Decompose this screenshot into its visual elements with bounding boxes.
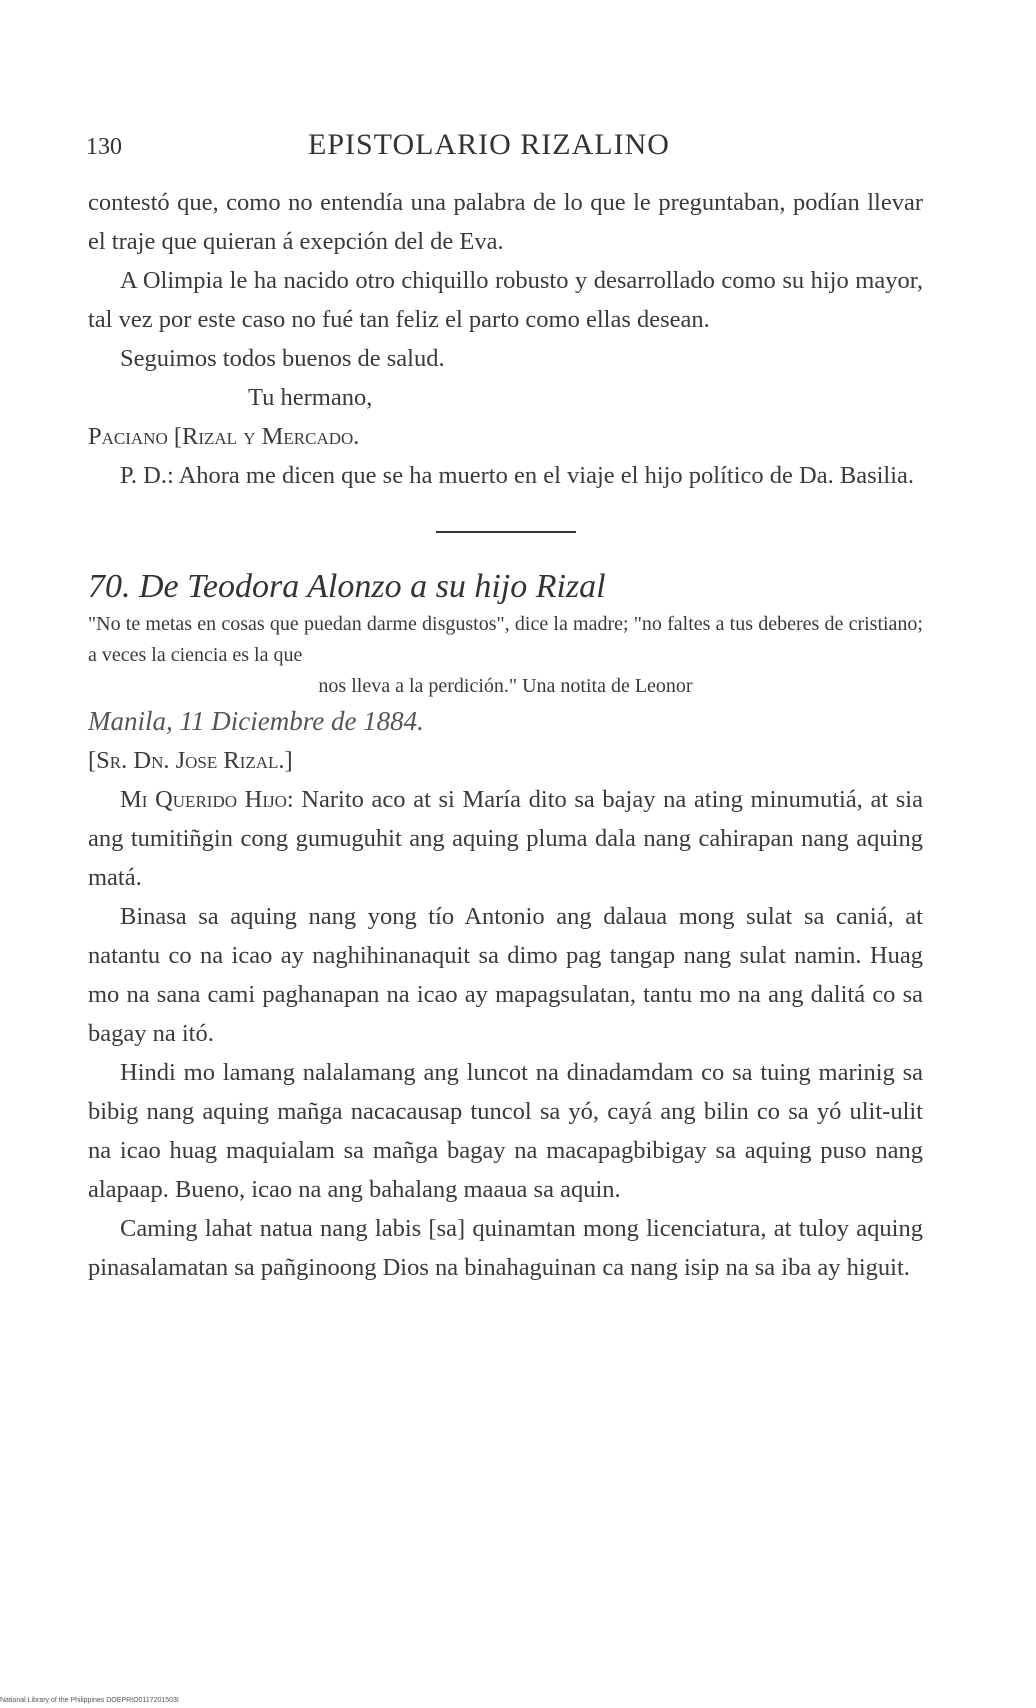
paragraph: contestó que, como no entendía una palabra de lo que le preguntaban, podían llevar el traje que quieran á exepción del de Eva.	[88, 189, 923, 255]
paragraph-text: Narito aco at si María dito sa bajay na ating minumutiá, at sia ang tumitiñgin cong gumuguhit ang aquing pluma dala nang cahirapan nang aquing matá.	[88, 786, 923, 891]
page-body	[88, 183, 923, 1287]
paragraph: Caming lahat natua nang labis [sa] quinamtan mong licenciatura, at tuloy aquing pinasalamatan sa pañginoong Dios na binahaguinan ca nang isip na sa iba ay higuit.	[88, 1215, 923, 1281]
letter-summary	[88, 609, 923, 702]
scan-credit: National Library of the Philippines DOEPRIO0117201503I	[0, 1697, 179, 1704]
letter-title: 70. De Teodora Alonzo a su hijo Rizal	[88, 568, 606, 605]
postscript-text: Ahora me dicen que se ha muerto en el viaje el hijo político de Da. Basilia.	[178, 462, 915, 489]
letter-dateline: Manila, 11 Diciembre de 1884.	[88, 706, 424, 736]
letter-addressee: [Sr. Dn. Jose Rizal.]	[88, 747, 293, 774]
postscript	[88, 456, 923, 495]
summary-text-last: nos lleva a la perdición." Una notita de Leonor	[318, 675, 693, 697]
summary-text: "No te metas en cosas que puedan darme disgustos", dice la madre; "no faltes a tus deberes de cristiano; a veces la ciencia es la que	[88, 613, 923, 666]
paragraph: Seguimos todos buenos de salud.	[120, 345, 445, 372]
letter-signature: Paciano [Rizal y Mercado.	[88, 423, 360, 450]
postscript-label: P. D.:	[120, 462, 174, 489]
paragraph: Binasa sa aquing nang yong tío Antonio ang dalaua mong sulat sa caniá, at natantu co na icao ay naghihinanaquit sa dimo pag tangap nang sulat namin. Huag mo na sana cami paghanapan na icao ay mapagsulatan, tantu mo na ang dalitá co sa bagay na itó.	[88, 903, 923, 1047]
page-header	[86, 128, 926, 168]
salutation-paragraph	[88, 780, 923, 897]
page-number: 130	[86, 134, 122, 160]
paragraph: Hindi mo lamang nalalamang ang luncot na dinadamdam co sa tuing marinig sa bibig nang aquing mañga nacacausap tuncol sa yó, cayá ang bilin co sa yó ulit-ulit na icao huag maquialam sa mañga bagay na macapagbibigay sa aquing puso nang alapaap. Bueno, icao na ang bahalang maaua sa aquin.	[88, 1059, 923, 1203]
paragraph: A Olimpia le ha nacido otro chiquillo robusto y desarrollado como su hijo mayor, tal vez por este caso no fué tan feliz el parto como ellas desean.	[88, 267, 923, 333]
salutation: Mi Querido Hijo:	[120, 786, 294, 813]
section-divider	[436, 531, 576, 533]
running-head: EPISTOLARIO RIZALINO	[308, 128, 670, 161]
letter-closing: Tu hermano,	[248, 384, 373, 411]
